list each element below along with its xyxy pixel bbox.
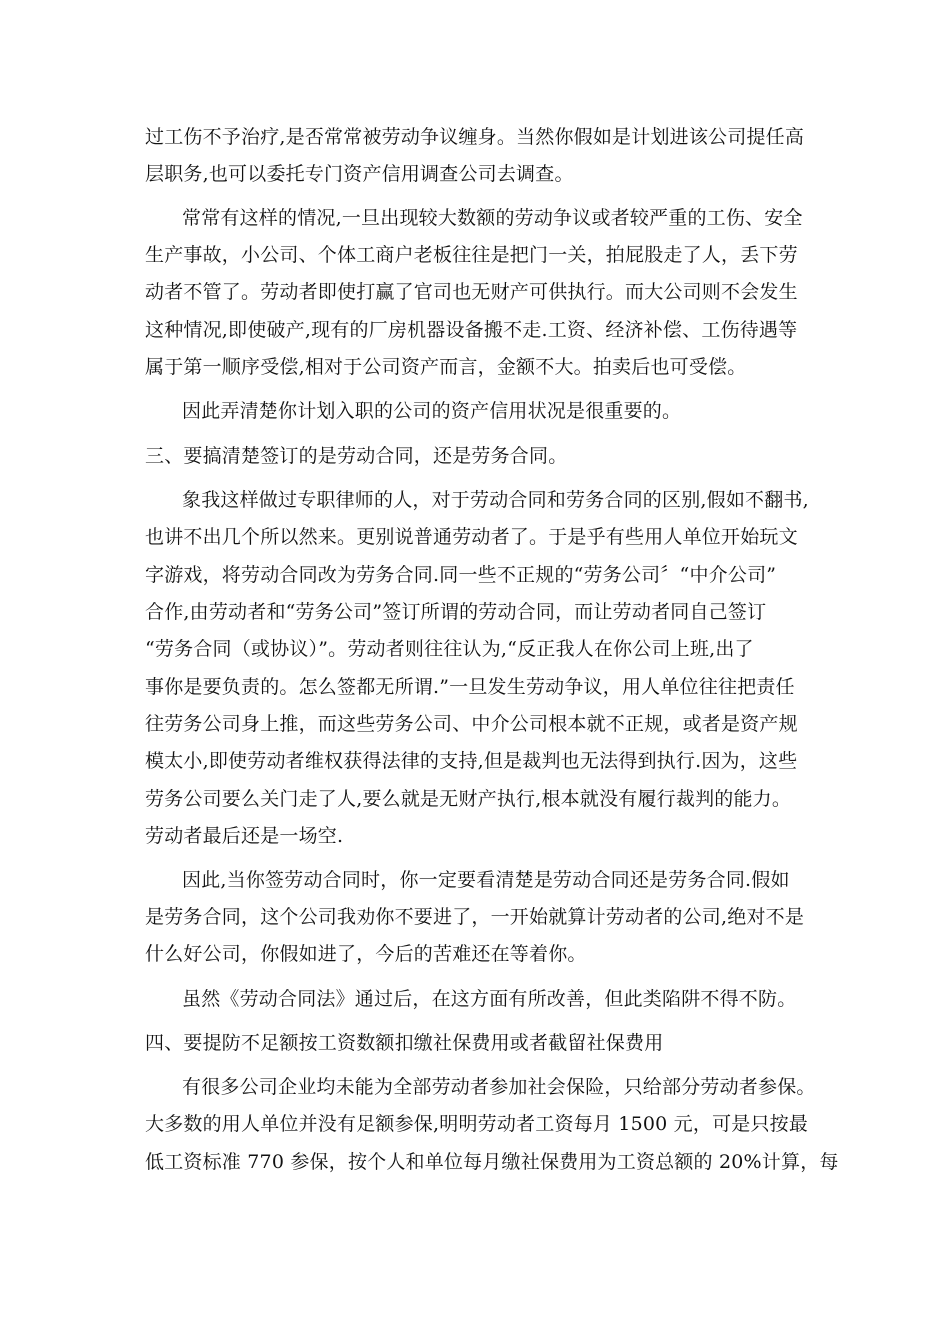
section-heading: 三、要搞清楚签订的是劳动合同，还是劳务合同。 — [145, 445, 568, 467]
text-line: 有很多公司企业均未能为全部劳动者参加社会保险，只给部分劳动者参保。 — [182, 1076, 816, 1098]
text-line: 因此,当你签劳动合同时，你一定要看清楚是劳动合同还是劳务合同.假如 — [182, 869, 790, 891]
text-line: 虽然《劳动合同法》通过后，在这方面有所改善，但此类陷阱不得不防。 — [182, 988, 797, 1010]
text-line: 大多数的用人单位并没有足额参保,明明劳动者工资每月 1500 元，可是只按最 — [145, 1113, 809, 1135]
text-line: 因此弄清楚你计划入职的公司的资产信用状况是很重要的。 — [182, 400, 682, 422]
text-line: 常常有这样的情况,一旦出现较大数额的劳动争议或者较严重的工伤、安全 — [182, 207, 803, 229]
text-line: 字游戏，将劳动合同改为劳务合同.同一些不正规的“劳务公司〞“中介公司” — [145, 564, 777, 586]
text-line: 合作,由劳动者和“劳务公司”签订所谓的劳动合同，而让劳动者同自己签订 — [145, 601, 767, 623]
text-line: “劳务合同（或协议）”。劳动者则往往认为,“反正我人在你公司上班,出了 — [145, 638, 754, 660]
text-line: 低工资标准 770 参保，按个人和单位每月缴社保费用为工资总额的 20%计算，每 — [145, 1151, 839, 1173]
text-line: 也讲不出几个所以然来。更别说普通劳动者了。于是乎有些用人单位开始玩文 — [145, 526, 798, 548]
text-line: 动者不管了。劳动者即使打赢了官司也无财产可供执行。而大公司则不会发生 — [145, 281, 798, 303]
text-line: 象我这样做过专职律师的人，对于劳动合同和劳务合同的区别,假如不翻书, — [182, 489, 809, 511]
text-line: 劳务公司要么关门走了人,要么就是无财产执行,根本就没有履行裁判的能力。 — [145, 788, 792, 810]
text-line: 是劳务合同，这个公司我劝你不要进了，一开始就算计劳动者的公司,绝对不是 — [145, 906, 805, 928]
text-line: 模太小,即使劳动者维权获得法律的支持,但是裁判也无法得到执行.因为，这些 — [145, 750, 798, 772]
text-line: 这种情况,即使破产,现有的厂房机器设备搬不走.工资、经济补偿、工伤待遇等 — [145, 319, 798, 341]
text-line: 层职务,也可以委托专门资产信用调查公司去调查。 — [145, 163, 574, 185]
text-line: 过工伤不予治疗,是否常常被劳动争议缠身。当然你假如是计划进该公司提任高 — [145, 126, 805, 148]
text-line: 什么好公司，你假如进了，今后的苦难还在等着你。 — [145, 943, 587, 965]
text-line: 事你是要负责的。怎么签都无所谓.”一旦发生劳动争议，用人单位往往把责任 — [145, 676, 795, 698]
text-line: 往劳务公司身上推，而这些劳务公司、中介公司根本就不正规，或者是资产规 — [145, 713, 798, 735]
text-line: 生产事故，小公司、个体工商户老板往往是把门一关，拍屁股走了人，丢下劳 — [145, 244, 798, 266]
text-line: 劳动者最后还是一场空. — [145, 825, 344, 847]
text-line: 属于第一顺序受偿,相对于公司资产而言，金额不大。拍卖后也可受偿。 — [145, 356, 747, 378]
section-heading: 四、要提防不足额按工资数额扣缴社保费用或者截留社保费用 — [145, 1032, 664, 1054]
